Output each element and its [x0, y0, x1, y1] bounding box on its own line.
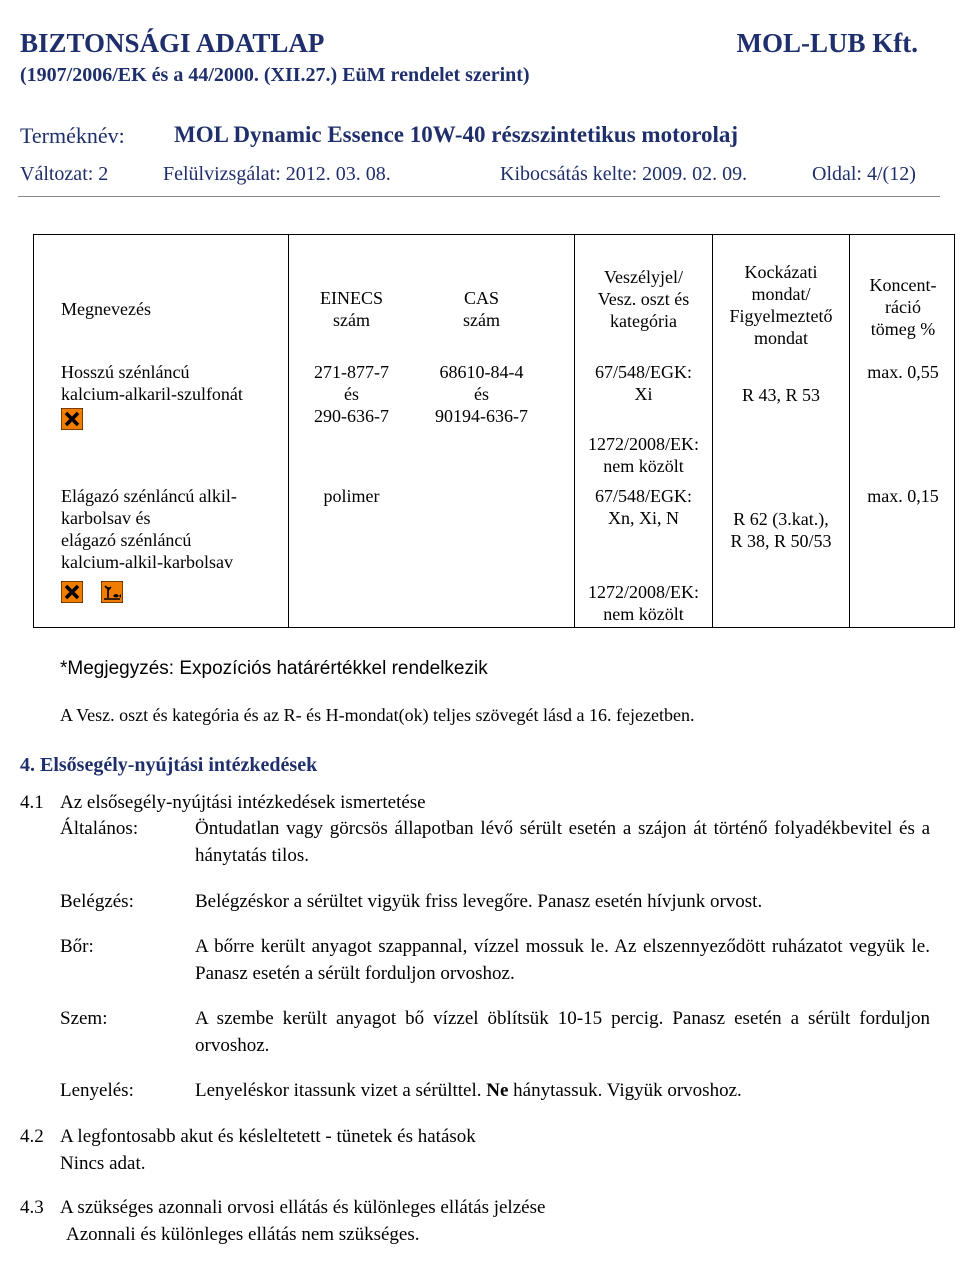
product-label: Terméknév: — [20, 123, 125, 148]
issue-date: Kibocsátás kelte: 2009. 02. 09. — [500, 163, 748, 185]
page-number: Oldal: 4/(12) — [812, 163, 916, 185]
version: Változat: 2 — [20, 163, 109, 185]
subsection-4-3-title: A szükséges azonnali orvosi ellátás és különleges ellátás jelzése — [60, 1197, 546, 1218]
ingestion-text: Lenyeléskor itassunk vizet a sérülttel. Ne hánytassuk. Vigyük orvoshoz. — [195, 1080, 742, 1101]
general-text: Öntudatlan vagy görcsös állapotban lévő sérült esetén a szájon át történő folyadékbevitel és a hánytatás tilos. — [195, 818, 930, 866]
eye-label: Szem: — [60, 1008, 108, 1029]
row2-risk-phrases: R 62 (3.kat.), R 38, R 50/53 — [730, 509, 832, 551]
row1-concentration: max. 0,55 — [867, 362, 939, 382]
revision-date: Felülvizsgálat: 2012. 03. 08. — [163, 163, 391, 185]
header-risk-phrases: Kockázati mondat/ Figyelmeztető mondat — [729, 262, 833, 348]
harmful-x-icon — [61, 408, 83, 430]
skin-label: Bőr: — [60, 936, 94, 957]
header-cas: CAS szám — [463, 288, 500, 330]
environment-hazard-icon — [101, 581, 123, 603]
row2-hazard-class: 67/548/EGK: Xn, Xi, N — [595, 486, 692, 528]
section-4-heading: 4. Elsősegély-nyújtási intézkedések — [20, 754, 318, 776]
eye-text: A szembe került anyagot bő vízzel öblítsük 10-15 percig. Panasz esetén a sérült forduljon orvoshoz. — [195, 1008, 930, 1056]
document-title: BIZTONSÁGI ADATLAP — [20, 28, 325, 58]
subsection-number: 4.3 — [20, 1197, 44, 1218]
exposure-note: *Megjegyzés: Expozíciós határértékkel rendelkezik — [60, 658, 488, 679]
row1-hazard-class: 67/548/EGK: Xi — [595, 362, 692, 404]
subsection-number: 4.2 — [20, 1126, 44, 1147]
inhalation-text: Belégzéskor a sérültet vigyük friss levegőre. Panasz esetén hívjunk orvost. — [195, 891, 763, 912]
header-concentration: Koncent- ráció tömeg % — [869, 275, 937, 339]
row2-einecs: polimer — [323, 486, 380, 506]
row1-clp-class: 1272/2008/EK: nem közölt — [588, 434, 699, 476]
row1-cas: 68610-84-4 és 90194-636-7 — [435, 362, 528, 426]
header-einecs: EINECS szám — [320, 288, 383, 330]
row2-concentration: max. 0,15 — [867, 486, 939, 506]
ingestion-label: Lenyelés: — [60, 1080, 134, 1101]
subsection-number: 4.1 — [20, 792, 44, 813]
row1-risk-phrases: R 43, R 53 — [741, 385, 820, 405]
header-name: Megnevezés — [61, 299, 151, 319]
skin-text: A bőrre került anyagot szappannal, vízzel mossuk le. Az elszennyeződött ruházatot vegyük le. Panasz esetén a sérült forduljon orvoshoz. — [195, 936, 930, 984]
header-hazard-class: Veszélyjel/ Vesz. oszt és kategória — [597, 267, 690, 331]
header-divider — [18, 196, 940, 197]
product-name: MOL Dynamic Essence 10W-40 részszintetikus motorolaj — [174, 122, 739, 147]
subsection-4-2-text: Nincs adat. — [60, 1153, 146, 1174]
company-name: MOL-LUB Kft. — [736, 28, 918, 58]
subsection-4-3-text: Azonnali és különleges ellátás nem szükséges. — [66, 1224, 420, 1245]
subsection-4-2-title: A legfontosabb akut és késleltetett - tünetek és hatások — [60, 1126, 476, 1147]
harmful-x-icon — [61, 581, 83, 603]
column-divider — [288, 235, 289, 627]
chapter-reference: A Vesz. oszt és kategória és az R- és H-mondat(ok) teljes szövegét lásd a 16. fejezetben. — [60, 705, 695, 725]
subsection-4-1-title: Az elsősegély-nyújtási intézkedések ismertetése — [60, 792, 426, 813]
general-label: Általános: — [60, 818, 139, 839]
regulation-reference: (1907/2006/EK és a 44/2000. (XII.27.) EüM rendelet szerint) — [20, 64, 530, 86]
composition-table — [33, 234, 955, 628]
row1-name: Hosszú szénláncú kalcium-alkaril-szulfonát — [61, 362, 243, 404]
inhalation-label: Belégzés: — [60, 891, 134, 912]
row1-einecs: 271-877-7 és 290-636-7 — [314, 362, 389, 426]
row2-name: Elágazó szénláncú alkil- karbolsav és elágazó szénláncú kalcium-alkil-karbolsav — [61, 486, 237, 572]
row2-clp-class: 1272/2008/EK: nem közölt — [588, 582, 699, 624]
